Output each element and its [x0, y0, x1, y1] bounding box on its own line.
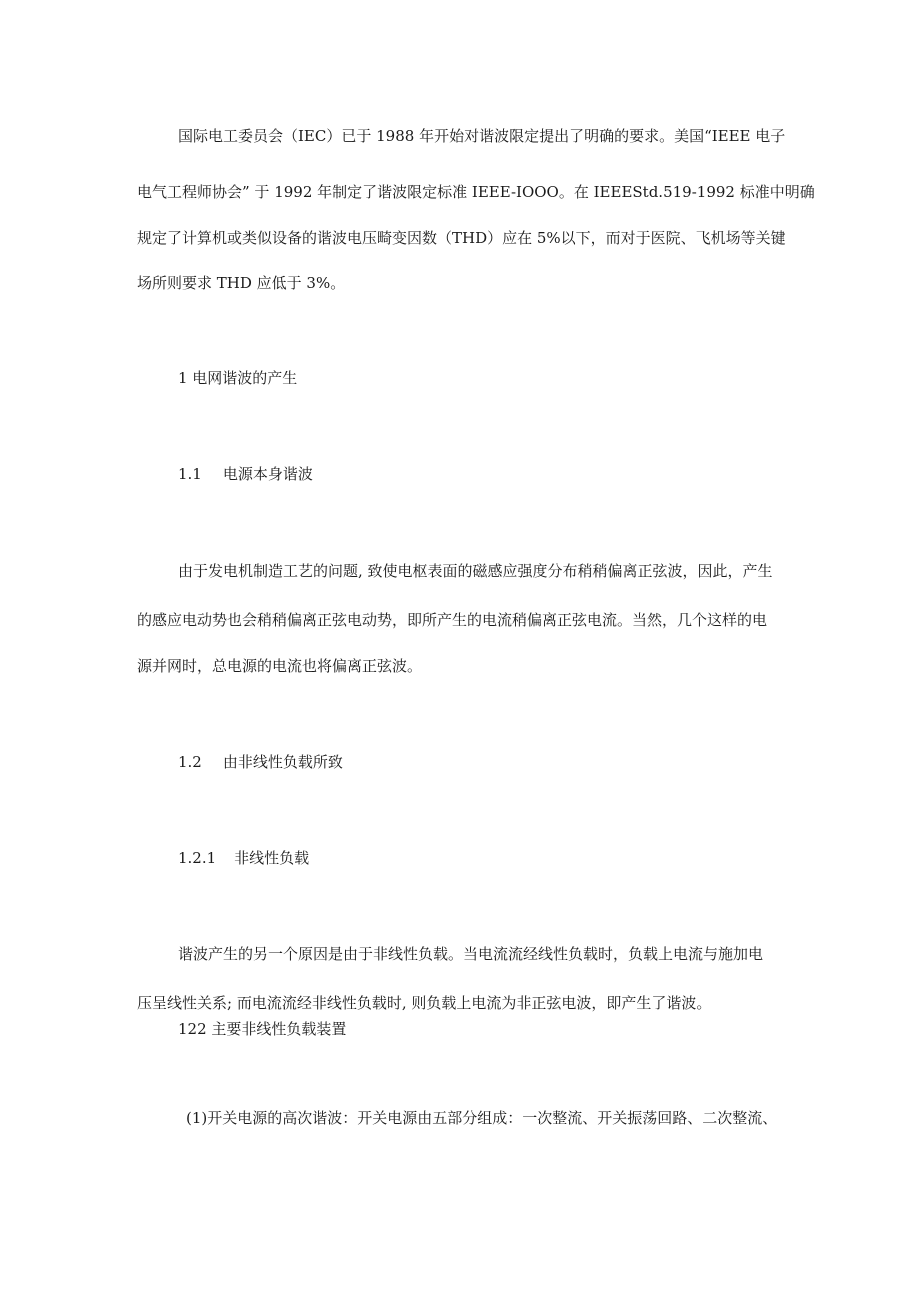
- section-heading-1-1: [178, 464, 313, 484]
- paragraph-2-line-1: 由于发电机制造工艺的问题, 致使电枢表面的磁感应强度分布稍稍偏离正弦波，因此，产生: [178, 562, 773, 580]
- paragraph-1-line-1: 国际电工委员会（IEC）已于 1988 年开始对谐波限定提出了明确的要求。美国“IEEE 电子: [178, 127, 786, 145]
- section-number: 1.2.1: [178, 849, 217, 867]
- section-number: 1.2: [178, 753, 202, 771]
- paragraph-3-line-2: 压呈线性关系; 而电流流经非线性负载时, 则负载上电流为非正弦电波，即产生了谐波。: [137, 994, 712, 1012]
- section-title: 非线性负载: [234, 849, 310, 867]
- section-title: 由非线性负载所致: [222, 753, 343, 771]
- paragraph-4-line-1: (1)开关电源的高次谐波：开关电源由五部分组成：一次整流、开关振荡回路、二次整流、: [186, 1109, 778, 1127]
- section-number: 1.1: [178, 465, 202, 483]
- paragraph-2-line-2: 的感应电动势也会稍稍偏离正弦电动势，即所产生的电流稍偏离正弦电流。当然，几个这样的电: [137, 611, 768, 629]
- section-heading-1-2-1: [178, 848, 309, 868]
- section-heading-1-2: [178, 752, 343, 772]
- paragraph-1-line-2: 电气工程师协会” 于 1992 年制定了谐波限定标准 IEEE-IOOO。在 IEEEStd.519-1992 标准中明确: [137, 183, 815, 201]
- paragraph-1-line-3: 规定了计算机或类似设备的谐波电压畸变因数（THD）应在 5%以下，而对于医院、飞机场等关键: [137, 229, 786, 247]
- section-heading-1: 1 电网谐波的产生: [178, 369, 298, 387]
- paragraph-1-line-4: 场所则要求 THD 应低于 3%。: [137, 274, 346, 292]
- section-heading-1-2-2: 122 主要非线性负载装置: [178, 1020, 347, 1038]
- paragraph-2-line-3: 源并网时，总电源的电流也将偏离正弦波。: [137, 657, 423, 675]
- paragraph-3-line-1: 谐波产生的另一个原因是由于非线性负载。当电流流经线性负载时，负载上电流与施加电: [178, 945, 764, 963]
- section-title: 电源本身谐波: [222, 465, 313, 483]
